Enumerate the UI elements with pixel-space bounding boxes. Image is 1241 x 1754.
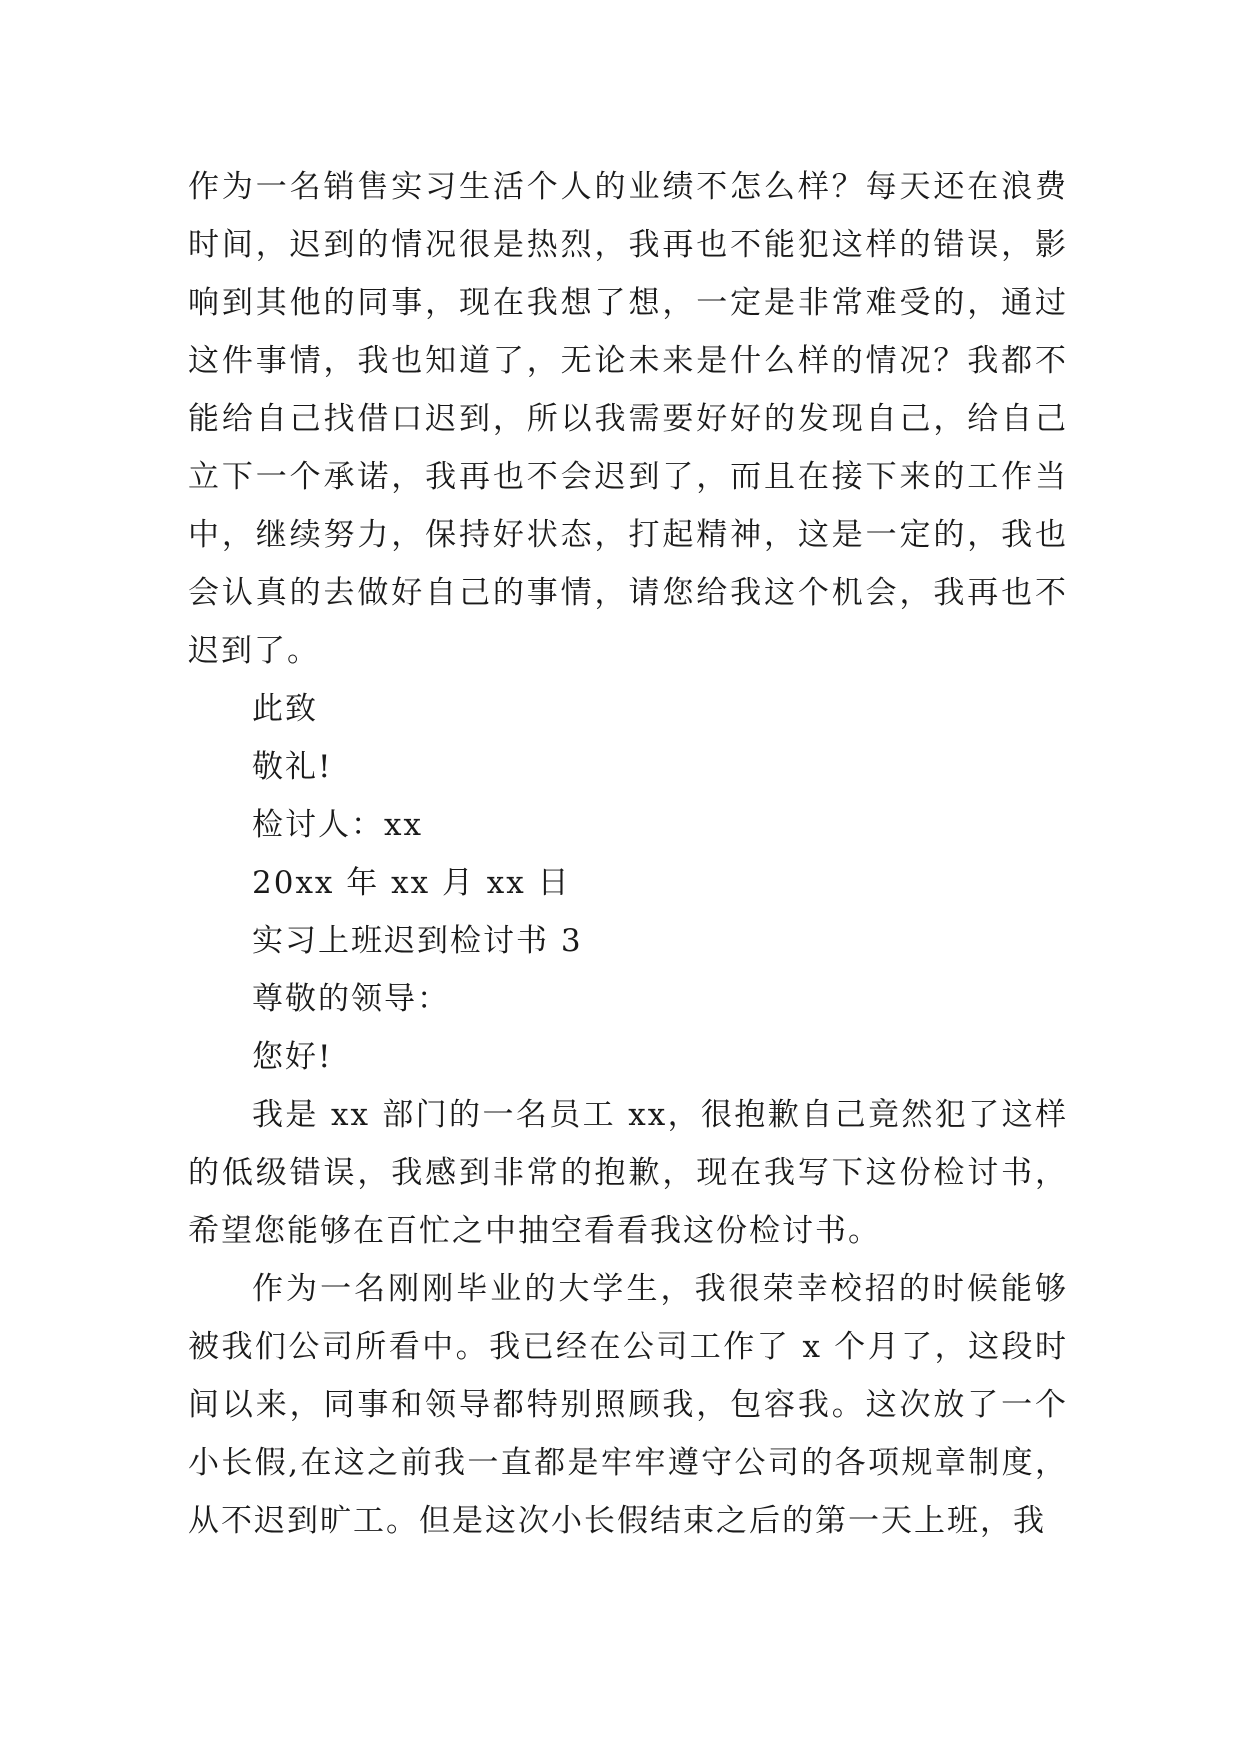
document-body xyxy=(188,158,1068,1550)
closing-salutation: 此致 xyxy=(252,691,318,727)
date-line: 20xx 年 xx 月 xx 日 xyxy=(252,865,571,901)
paragraph-intro: 作为一名销售实习生活个人的业绩不怎么样？每天还在浪费时间，迟到的情况很是热烈，我再也不能犯这样的错误，影响到其他的同事，现在我想了想，一定是非常难受的，通过这件事情，我也知道了，无论未来是什么样的情况？我都不能给自己找借口迟到，所以我需要好好的发现自己，给自己立下一个承诺，我再也不会迟到了，而且在接下来的工作当中，继续努力，保持好状态，打起精神，这是一定的，我也会认真的去做好自己的事情，请您给我这个机会，我再也不迟到了。 xyxy=(188,169,1068,669)
paragraph-apology: 我是 xx 部门的一名员工 xx，很抱歉自己竟然犯了这样的低级错误，我感到非常的抱歉，现在我写下这份检讨书，希望您能够在百忙之中抽空看看我这份检讨书。 xyxy=(188,1097,1068,1249)
greeting-addressee: 尊敬的领导： xyxy=(252,981,450,1017)
greeting-hello: 您好! xyxy=(252,1039,333,1075)
paragraph-background: 作为一名刚刚毕业的大学生，我很荣幸校招的时候能够被我们公司所看中。我已经在公司工作了 x 个月了，这段时间以来，同事和领导都特别照顾我，包容我。这次放了一个小长假,在这之前我一直都是牢牢遵守公司的各项规章制度，从不迟到旷工。但是这次小长假结束之后的第一天上班，我 xyxy=(188,1271,1068,1539)
closing-regards: 敬礼! xyxy=(252,749,333,785)
section-title: 实习上班迟到检讨书 3 xyxy=(252,923,583,959)
signatory: 检讨人：xx xyxy=(252,807,423,843)
